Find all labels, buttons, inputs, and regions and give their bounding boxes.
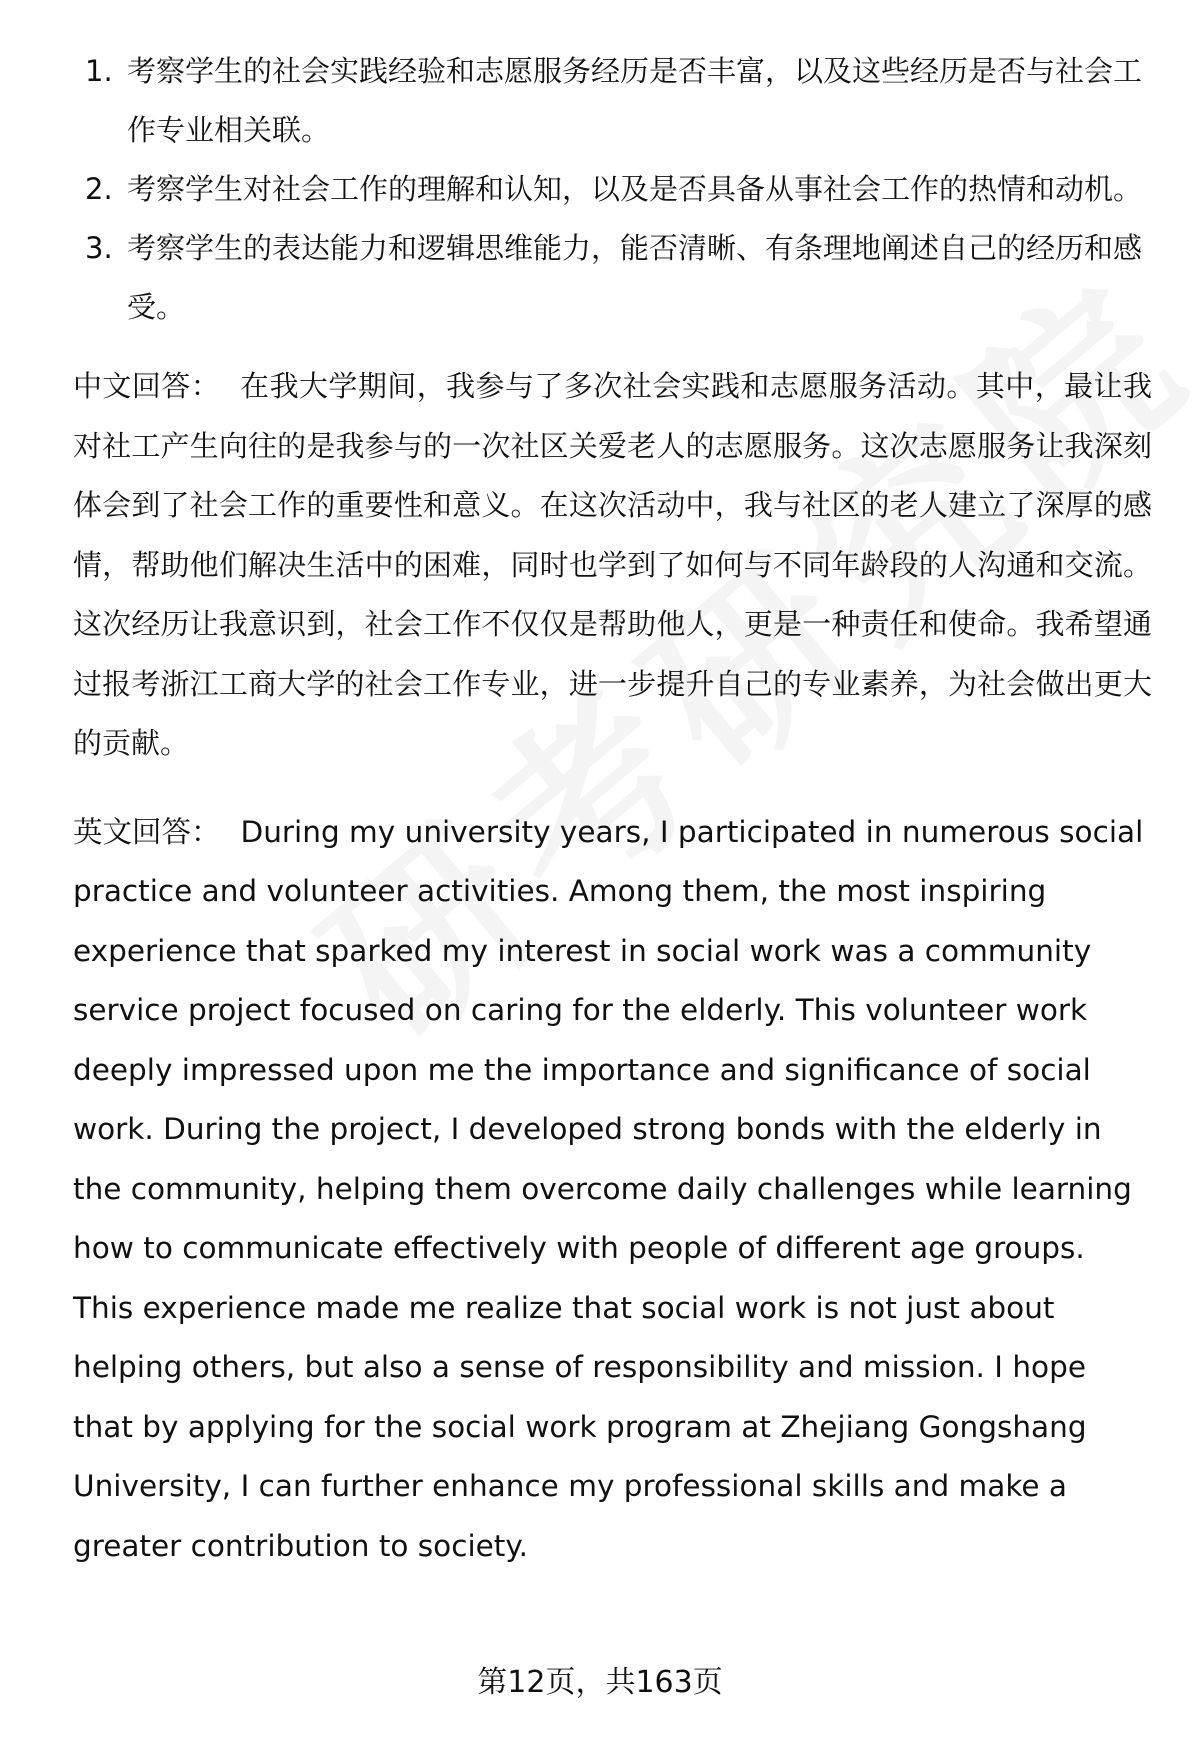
chinese-answer-text: 在我大学期间，我参与了多次社会实践和志愿服务活动。其中，最让我对社工产生向往的是我参与的一次社区关爱老人的志愿服务。这次志愿服务让我深刻体会到了社会工作的重要性和意义。在这次活动中，我与社区的老人建立了深厚的感情，帮助他们解决生活中的困难，同时也学到了如何与不同年龄段的人沟通和交流。这次经历让我意识到，社会工作不仅仅是帮助他人，更是一种责任和使命。我希望通过报考浙江工商大学的社会工作专业，进一步提升自己的专业素养，为社会做出更大的贡献。 (73, 369, 1152, 760)
english-answer (73, 803, 1152, 1577)
page-footer (0, 1663, 1200, 1703)
criteria-text: 考察学生对社会工作的理解和认知，以及是否具备从事社会工作的热情和动机。 (127, 172, 1143, 206)
criteria-number: 2. (85, 172, 113, 206)
criteria-text: 考察学生的社会实践经验和志愿服务经历是否丰富，以及这些经历是否与社会工作专业相关联。 (127, 54, 1143, 147)
english-answer-text: During my university years, I participated in numerous social practice and volunteer activities. Among them, the most inspiring experience that sparked my interest in social work was a community service project focused on caring for the elderly. This volunteer work deeply impressed upon me the importance and significance of social work. During the project, I developed strong bonds with the elderly in the community, helping them overcome daily challenges while learning how to communicate effectively with people of different age groups. This experience made me realize that social work is not just about helping others, but also a sense of responsibility and mission. I hope that by applying for the social work program at Zhejiang Gongshang University, I can further enhance my professional skills and make a greater contribution to society. (73, 814, 1144, 1563)
criteria-text: 考察学生的表达能力和逻辑思维能力，能否清晰、有条理地阐述自己的经历和感受。 (127, 231, 1143, 324)
criteria-item (73, 160, 1152, 219)
criteria-item (73, 42, 1152, 160)
english-answer-label: 英文回答： (73, 814, 221, 849)
page-number: 第12页，共163页 (477, 1665, 723, 1700)
criteria-item (73, 219, 1152, 337)
chinese-answer-label: 中文回答： (73, 369, 221, 403)
criteria-number: 1. (85, 54, 113, 88)
criteria-number: 3. (85, 231, 113, 265)
chinese-answer (73, 357, 1152, 774)
criteria-list (73, 42, 1152, 337)
